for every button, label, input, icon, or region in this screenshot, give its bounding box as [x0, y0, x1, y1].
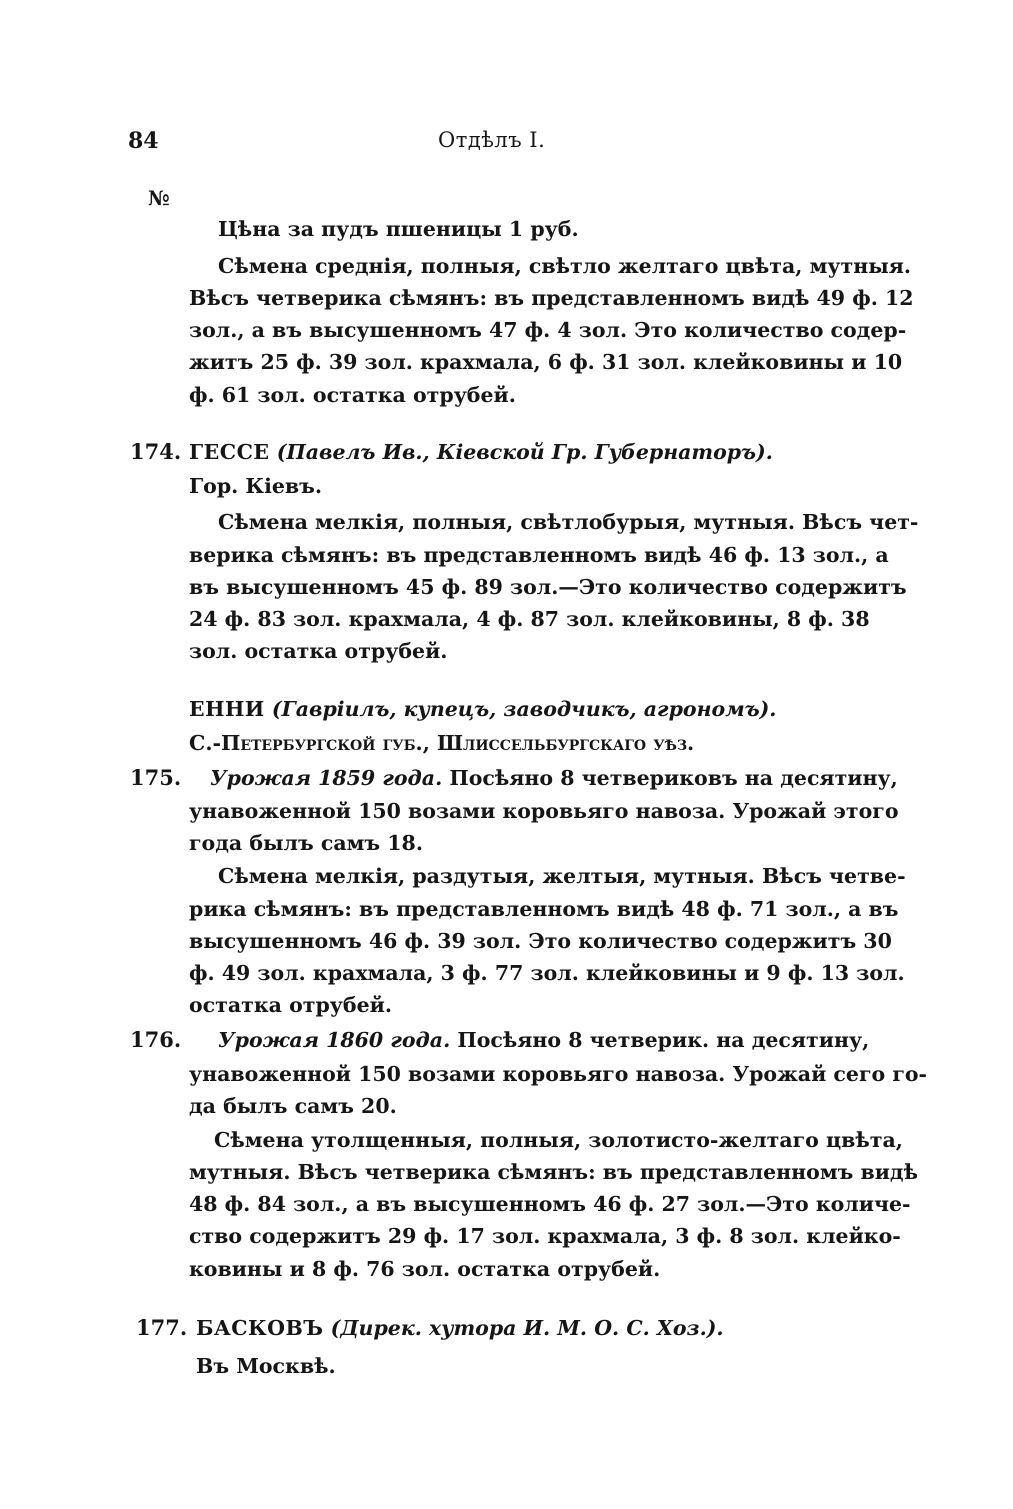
enni-heading — [189, 694, 776, 724]
para1-line-4: зол., а въ высушенномъ 47 ф. 4 зол. Это количество содер- — [189, 318, 907, 342]
entry-176-number: 176. — [130, 1027, 182, 1052]
entry-177-desc: (Дирек. хутора И. М. О. С. Хоз.). — [330, 1316, 724, 1340]
entry-175-line-1-text: Посѣяно 8 четвериковъ на десятину, — [449, 766, 898, 790]
entry-177-number: 177. — [136, 1315, 188, 1340]
enni-name: ЕННИ — [189, 697, 265, 721]
entry-176-line-6: 48 ф. 84 зол., а въ высушенномъ 46 ф. 27 зол.—Это количе- — [189, 1192, 911, 1216]
enni-place: С.-Петербургской губ., Шлиссельбургскаго уѣз. — [189, 731, 695, 755]
entry-174-line-1: Сѣмена мелкія, полныя, свѣтлобурыя, мутныя. Вѣсъ чет- — [218, 510, 919, 534]
entry-176-line-4: Сѣмена утолщенныя, полныя, золотисто-желтаго цвѣта, — [214, 1128, 903, 1152]
entry-174-line-3: въ высушенномъ 45 ф. 89 зол.—Это количество содержитъ — [189, 575, 907, 599]
entry-175-line-3: года былъ самъ 18. — [189, 831, 423, 855]
entry-174-line-5: зол. остатка отрубей. — [189, 639, 448, 663]
entry-176-harvest-year: Урожая 1860 года. — [218, 1028, 451, 1052]
entry-175-line-6: высушенномъ 46 ф. 39 зол. Это количество содержитъ 30 — [189, 929, 892, 953]
entry-176-line-1 — [218, 1025, 870, 1055]
entry-174-line-2: верика сѣмянъ: въ представленномъ видѣ 46 ф. 13 зол., а — [189, 543, 889, 567]
entry-174-name: ГЕССЕ — [189, 440, 270, 464]
entry-176-line-7: ство содержитъ 29 ф. 17 зол. крахмала, 3 ф. 8 зол. клейко- — [189, 1224, 901, 1248]
entry-174-desc: (Павелъ Ив., Кіевской Гр. Губернаторъ). — [276, 440, 773, 464]
entry-175-harvest-year: Урожая 1859 года. — [210, 766, 443, 790]
para1-line-1: Цѣна за пудъ пшеницы 1 руб. — [218, 217, 579, 241]
number-sign: № — [148, 186, 170, 210]
entry-176-line-5: мутныя. Вѣсъ четверика сѣмянъ: въ представленномъ видѣ — [189, 1160, 919, 1184]
page-header — [0, 128, 1013, 158]
entry-175-line-2: унавоженной 150 возами коровьяго навоза. Урожай этого — [189, 799, 899, 823]
enni-desc: (Гавріилъ, купецъ, заводчикъ, агрономъ). — [271, 697, 777, 721]
entry-176-line-8: ковины и 8 ф. 76 зол. остатка отрубей. — [189, 1257, 661, 1281]
para1-line-2: Сѣмена среднія, полныя, свѣтло желтаго цвѣта, мутныя. — [218, 254, 912, 278]
entry-175-line-4: Сѣмена мелкія, раздутыя, желтыя, мутныя. Вѣсъ четве- — [218, 864, 906, 888]
entry-175-line-1 — [210, 763, 898, 793]
entry-175-line-7: ф. 49 зол. крахмала, 3 ф. 77 зол. клейковины и 9 ф. 13 зол. — [189, 961, 905, 985]
para1-line-5: житъ 25 ф. 39 зол. крахмала, 6 ф. 31 зол. клейковины и 10 — [189, 350, 903, 374]
entry-177-name: БАСКОВЪ — [196, 1316, 324, 1340]
entry-174-line-4: 24 ф. 83 зол. крахмала, 4 ф. 87 зол. клейковины, 8 ф. 38 — [189, 607, 870, 631]
page-number: 84 — [128, 128, 159, 154]
entry-174-place: Гор. Кіевъ. — [189, 474, 323, 498]
para1-line-6: ф. 61 зол. остатка отрубей. — [189, 383, 516, 407]
section-title: Отдѣлъ I. — [438, 128, 546, 152]
entry-175-line-8: остатка отрубей. — [189, 993, 392, 1017]
entry-176-line-3: да былъ самъ 20. — [189, 1094, 397, 1118]
entry-175-number: 175. — [130, 765, 182, 790]
entry-175-line-5: рика сѣмянъ: въ представленномъ видѣ 48 ф. 71 зол., а въ — [189, 897, 899, 921]
entry-176-line-2: унавоженной 150 возами коровьяго навоза. Урожай сего го- — [189, 1062, 928, 1086]
entry-177-place: Въ Москвѣ. — [196, 1354, 336, 1378]
para1-line-3: Вѣсъ четверика сѣмянъ: въ представленномъ видѣ 49 ф. 12 — [189, 286, 914, 310]
entry-174-heading — [189, 437, 773, 467]
entry-177-heading — [196, 1313, 724, 1343]
entry-174-number: 174. — [130, 439, 182, 464]
entry-176-line-1-text: Посѣяно 8 четверик. на десятину, — [457, 1028, 870, 1052]
